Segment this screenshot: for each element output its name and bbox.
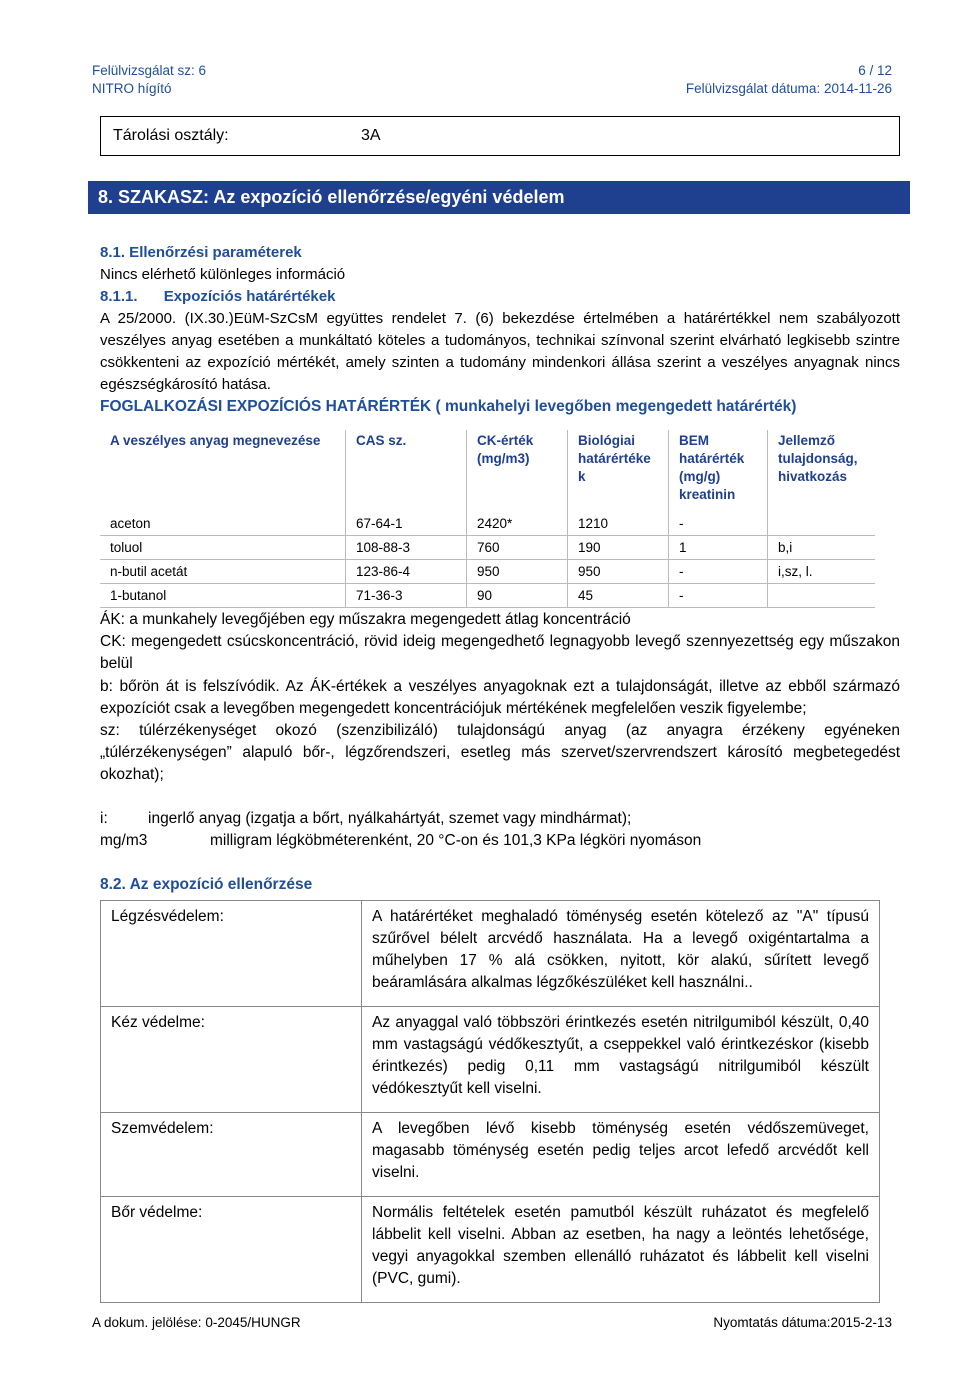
abbrev-i-key: i: [100, 810, 108, 827]
ppe-label-eye: Szemvédelem: [101, 1113, 362, 1197]
ppe-row-hand [101, 1007, 880, 1113]
table-row [100, 536, 875, 560]
exposure-limit-heading: FOGLALKOZÁSI EXPOZÍCIÓS HATÁRÉRTÉK ( munkahelyi levegőben megengedett határérték) [100, 398, 797, 415]
no-info-text: Nincs elérhető különleges információ [100, 266, 346, 283]
revision-date: Felülvizsgálat dátuma: 2014-11-26 [685, 81, 892, 96]
cell-ck: 90 [467, 584, 568, 608]
col-substance: A veszélyes anyag megnevezése [100, 430, 346, 512]
cell-cas: 123-86-4 [346, 560, 467, 584]
storage-class-value: 3A [361, 127, 381, 144]
cell-cas: 108-88-3 [346, 536, 467, 560]
cell-substance: 1-butanol [100, 584, 346, 608]
cell-bio-limit: 190 [568, 536, 669, 560]
cell-bio-limit: 950 [568, 560, 669, 584]
abbrev-mgm3-text: milligram légköbméterenként, 20 °C-on és 101,3 KPa légköri nyomáson [210, 832, 702, 849]
ppe-label-skin: Bőr védelme: [101, 1197, 362, 1303]
subsection-8-1-1-title: Expozíciós határértékek [163, 288, 336, 305]
revision-number: Felülvizsgálat sz: 6 [92, 63, 207, 78]
section-8-title: 8. SZAKASZ: Az expozíció ellenőrzése/egyéni védelem [88, 181, 910, 214]
cell-bem: - [669, 584, 768, 608]
ppe-text-respiratory: A határértéket meghaladó töménység esetén kötelező az "A" típusú szűrővel bélelt arcvédő használata. Ha a levegő oxigéntartalma a műhelyben 17 % alá csökken, nyitott, kör alakú, sűrített levegő beáramlására alkalmas légzőkészüléket kell használni.. [362, 901, 880, 1007]
cell-property [768, 512, 876, 536]
table-row [100, 560, 875, 584]
subsection-8-1-1-number: 8.1.1. [100, 288, 138, 305]
abbrev-mgm3-key: mg/m3 [100, 832, 148, 849]
cell-bem: - [669, 512, 768, 536]
cell-property [768, 584, 876, 608]
ppe-label-respiratory: Légzésvédelem: [101, 901, 362, 1007]
cell-property: b,i [768, 536, 876, 560]
subsection-8-1-1 [100, 286, 900, 308]
col-property: Jellemző tulajdonság, hivatkozás [778, 433, 858, 484]
page-number: 6 / 12 [858, 63, 892, 78]
document-id: A dokum. jelölése: 0-2045/HUNGR [92, 1315, 301, 1330]
abbrev-sz: sz: túlérzékenységet okozó (szenzibilizáló) tulajdonságú anyag (az anyagra érzékeny egyéneken „túlérzékenységen” alapuló bőr-, légzőrendszeri, esetleg más szervet/szervrendszert károsító megbetegedést okozhat); [100, 722, 900, 783]
abbrev-i-text: ingerlő anyag (izgatja a bőrt, nyálkahártyát, szemet vagy mindhármat); [148, 810, 632, 827]
storage-class-label: Tárolási osztály: [113, 127, 229, 144]
cell-bio-limit: 45 [568, 584, 669, 608]
table-row [100, 512, 875, 536]
table-header-row [100, 430, 875, 512]
col-ck: CK-érték (mg/m3) [467, 430, 568, 512]
exposure-limits-table [100, 430, 875, 608]
cell-substance: toluol [100, 536, 346, 560]
ppe-row-skin [101, 1197, 880, 1303]
col-bem: BEM határérték (mg/g) kreatinin [669, 430, 768, 512]
col-bio-limit: Biológiai határértéke k [568, 430, 669, 512]
cell-cas: 71-36-3 [346, 584, 467, 608]
ppe-row-respiratory [101, 901, 880, 1007]
ppe-text-eye: A levegőben lévő kisebb töménység esetén védőszemüveget, magasabb töménység esetén pedig teljes arcot lefedő arcvédőt kell viselni. [362, 1113, 880, 1197]
subsection-8-2-title: 8.2. Az expozíció ellenőrzése [100, 876, 313, 893]
ppe-row-eye [101, 1113, 880, 1197]
ppe-label-hand: Kéz védelme: [101, 1007, 362, 1113]
abbrev-b: b: bőrön át is felszívódik. Az ÁK-értékek a veszélyes anyagoknak ezt a tulajdonságát, illetve az ebből származó expozíciót csak a levegőben megengedett koncentrációjuk mértékének megfelelően veszik figyelembe; [100, 678, 900, 717]
cell-property: i,sz, l. [768, 560, 876, 584]
storage-class-box [100, 116, 900, 156]
abbrev-ak: ÁK: a munkahely levegőjében egy műszakra megengedett átlag koncentráció [100, 611, 631, 628]
cell-cas: 67-64-1 [346, 512, 467, 536]
abbrev-i [100, 808, 900, 830]
regulation-paragraph: A 25/2000. (IX.30.)EüM-SzCsM együttes rendelet 7. (6) bekezdése értelmében a határértékkel nem szabályozott veszélyes anyag esetében a munkáltató köteles a tudományos, technikai színvonal szerint elvárható legkisebb szintre csökkenteni az expozíció mértékét, amely szinten a tudomány mindenkori állása szerint a veszélyes anyagnak nincs egészségkárosító hatása. [100, 310, 900, 393]
print-date: Nyomtatás dátuma:2015-2-13 [713, 1315, 892, 1330]
cell-bem: - [669, 560, 768, 584]
cell-substance: aceton [100, 512, 346, 536]
cell-bio-limit: 1210 [568, 512, 669, 536]
cell-ck: 950 [467, 560, 568, 584]
abbrev-mgm3 [100, 830, 900, 852]
table-row [100, 584, 875, 608]
ppe-table [100, 900, 880, 1303]
col-cas: CAS sz. [346, 430, 467, 512]
cell-bem: 1 [669, 536, 768, 560]
product-name: NITRO hígító [92, 81, 172, 96]
cell-ck: 2420* [467, 512, 568, 536]
abbrev-ck: CK: megengedett csúcskoncentráció, rövid ideig megengedhető legnagyobb levegő szennyezettség egy műszakon belül [100, 633, 900, 672]
subsection-8-1-title: 8.1. Ellenőrzési paraméterek [100, 244, 302, 261]
ppe-text-hand: Az anyaggal való többszöri érintkezés esetén nitrilgumiból készült, 0,40 mm vastagságú védőkesztyűt, a cseppekkel való érintkezéskor (kisebb érintkezés) pedig 0,11 mm vastagságú nitrilgumiból készült védókesztyűt kell viselni. [362, 1007, 880, 1113]
cell-substance: n-butil acetát [100, 560, 346, 584]
cell-ck: 760 [467, 536, 568, 560]
ppe-text-skin: Normális feltételek esetén pamutból készült ruházatot és megfelelő lábbelit kell viselni. Abban az esetben, ha nagy a leöntés lehetősége, vegyi anyagokkal szemben ellenálló ruházatot és lábbelit kell viselni (PVC, gumi). [362, 1197, 880, 1303]
